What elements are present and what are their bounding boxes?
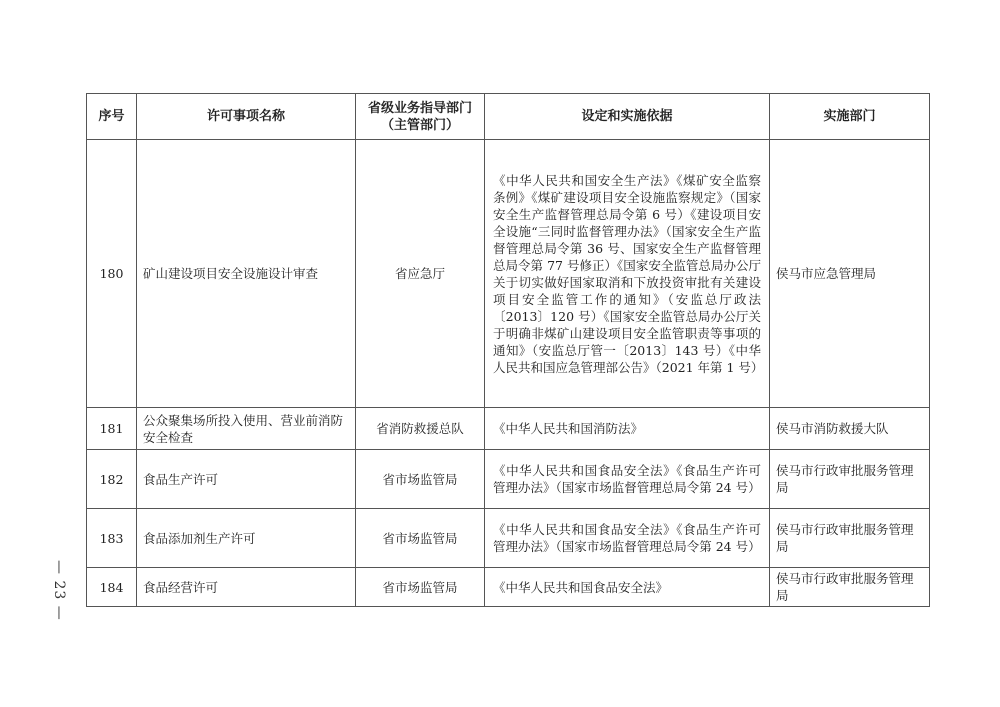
- cell-basis: 《中华人民共和国消防法》: [485, 408, 770, 450]
- cell-dept: 省市场监管局: [356, 568, 485, 607]
- cell-impl: 侯马市应急管理局: [770, 140, 930, 408]
- cell-impl: 侯马市行政审批服务管理局: [770, 509, 930, 568]
- cell-name: 食品添加剂生产许可: [137, 509, 356, 568]
- cell-seq: 184: [87, 568, 137, 607]
- cell-basis: 《中华人民共和国食品安全法》《食品生产许可管理办法》（国家市场监督管理总局令第 24 号）: [485, 509, 770, 568]
- table-row: [87, 450, 930, 509]
- table-header-row: [87, 94, 930, 140]
- cell-basis: 《中华人民共和国食品安全法》: [485, 568, 770, 607]
- cell-basis: 《中华人民共和国安全生产法》《煤矿安全监察条例》《煤矿建设项目安全设施监察规定》（国家安全生产监督管理总局令第 6 号）《建设项目安全设施“三同时监督管理办法》（国家安全生产监督管理总局令第 36 号、国家安全生产监督管理总局令第 77 号修正）《国家安全监管总局办公厅关于切实做好国家取消和下放投资审批有关建设项目安全监管工作的通知》（安监总厅政法〔2013〕120 号）《国家安全监管总局办公厅关于明确非煤矿山建设项目安全监管职责等事项的通知》（安监总厅管一〔2013〕143 号）《中华人民共和国应急管理部公告》（2021 年第 1 号）: [485, 140, 770, 408]
- cell-seq: 180: [87, 140, 137, 408]
- header-seq: 序号: [87, 94, 137, 140]
- cell-impl: 侯马市行政审批服务管理局: [770, 450, 930, 509]
- table-row: [87, 140, 930, 408]
- permit-table: [86, 93, 930, 607]
- cell-seq: 183: [87, 509, 137, 568]
- cell-dept: 省应急厅: [356, 140, 485, 408]
- cell-dept: 省市场监管局: [356, 509, 485, 568]
- cell-seq: 181: [87, 408, 137, 450]
- table-row: [87, 509, 930, 568]
- cell-basis: 《中华人民共和国食品安全法》《食品生产许可管理办法》（国家市场监督管理总局令第 24 号）: [485, 450, 770, 509]
- cell-name: 公众聚集场所投入使用、营业前消防安全检查: [137, 408, 356, 450]
- cell-impl: 侯马市行政审批服务管理局: [770, 568, 930, 607]
- cell-name: 食品生产许可: [137, 450, 356, 509]
- table-row: [87, 408, 930, 450]
- cell-dept: 省消防救援总队: [356, 408, 485, 450]
- header-dept: 省级业务指导部门（主管部门）: [356, 94, 485, 140]
- cell-impl: 侯马市消防救援大队: [770, 408, 930, 450]
- header-basis: 设定和实施依据: [485, 94, 770, 140]
- cell-name: 矿山建设项目安全设施设计审查: [137, 140, 356, 408]
- cell-name: 食品经营许可: [137, 568, 356, 607]
- cell-dept: 省市场监管局: [356, 450, 485, 509]
- page-number: — 23 —: [51, 560, 67, 621]
- header-name: 许可事项名称: [137, 94, 356, 140]
- cell-seq: 182: [87, 450, 137, 509]
- table-row: [87, 568, 930, 607]
- header-impl: 实施部门: [770, 94, 930, 140]
